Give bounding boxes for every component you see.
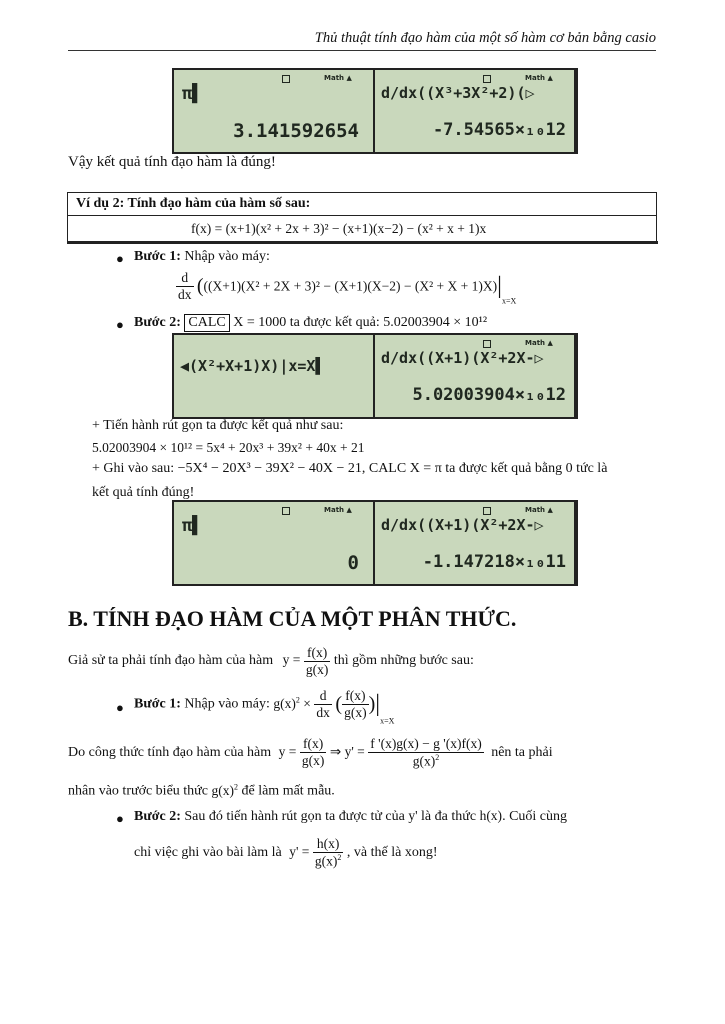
step-text: Nhập vào máy: — [184, 696, 270, 712]
shift-indicator-icon — [282, 507, 290, 515]
calculator-screens-3 — [172, 500, 578, 586]
step-text: . Cuối cùng — [502, 809, 568, 824]
derivative-operator: $\frac{d}{dx}$ — [316, 688, 330, 720]
quotient-rule-fraction: $\frac{f '(x)g(x) - g '(x)f(x)}{g(x)^2}$ — [370, 736, 482, 769]
formula-line: Do công thức tính đạo hàm của hàm y = $\frac{f(x)}{g(x)}$ ⇒ y' = $\frac{f '(x)g(x) - g '(x)f(x)}{g(x)^2}$ nên ta phải — [68, 736, 553, 769]
bullet-icon: ● — [116, 700, 124, 715]
calculator-input: π▌ — [182, 516, 203, 536]
calculator-screen-right — [375, 70, 574, 152]
formula-text-end: nên ta phải — [491, 744, 553, 760]
step-text: chỉ việc ghi vào bài làm là — [134, 844, 282, 860]
bullet-icon: ● — [116, 251, 124, 266]
step1-expression: $\frac{d}{dx}$ ($((X+1)(X^2 + 2X + 3)^2 - (X+1)(X-2) - (X^2 + X + 1)X)|_{x=X}$ — [178, 270, 517, 306]
sectionB-step2-cont: chỉ việc ghi vào bài làm là y' = $\frac{h(x)}{g(x)^2}$ , và thế là xong! — [134, 836, 438, 869]
verify-text: + Ghi vào sau: −5X⁴ − 20X³ − 39X² − 40X − 21, CALC X = π ta được kết quả bằng 0 tức là — [92, 461, 608, 476]
example-formula: f(x) = (x+1)(x² + 2x + 3)² − (x+1)(x−2) − (x² + x + 1)x — [191, 221, 487, 236]
simplify-result: 5.02003904 × 10¹² = 5x⁴ + 20x³ + 39x² + 40x + 21 — [92, 440, 365, 455]
fraction-h-over-g2: $\frac{h(x)}{g(x)^2}$ — [314, 836, 342, 869]
multiply-text-end: để làm mất mẫu. — [241, 783, 335, 799]
conclusion-text: Vậy kết quả tính đạo hàm là đúng! — [68, 154, 276, 170]
example-box — [67, 192, 657, 243]
math-indicator: Math ▲ — [525, 74, 553, 82]
bullet-icon: ● — [116, 811, 124, 826]
step2-line — [134, 314, 487, 332]
box-divider — [68, 215, 656, 216]
math-indicator: Math ▲ — [525, 339, 553, 347]
calculator-screen-left — [174, 70, 373, 152]
calculator-screen-right — [375, 502, 574, 584]
intro-text-end: thì gồm những bước sau: — [333, 653, 474, 668]
example-title: Ví dụ 2: Tính đạo hàm của hàm số sau: — [76, 196, 311, 211]
box-bottom-rule — [67, 241, 658, 244]
calc-key: CALC — [184, 314, 229, 332]
formula-text: Do công thức tính đạo hàm của hàm — [68, 744, 272, 760]
fraction-f-over-g: $\frac{f(x)}{g(x)}$ — [301, 736, 325, 769]
math-indicator: Math ▲ — [324, 74, 352, 82]
shift-indicator-icon — [483, 340, 491, 348]
shift-indicator-icon — [483, 75, 491, 83]
step1-expr: ((X+1)(X² + 2X + 3)² − (X+1)(X−2) − (X² + X + 1)X) — [203, 278, 498, 294]
step2-label: Bước 2: — [134, 315, 181, 330]
step1-label: Bước 1: — [134, 249, 181, 264]
page-header: Thủ thuật tính đạo hàm của một số hàm cơ bản bằng casio — [314, 30, 656, 46]
fraction-f-over-g: $\frac{f(x)}{g(x)}$ — [344, 688, 367, 720]
step-text: là đa thức — [421, 809, 477, 824]
calculator-result: -1.147218×₁₀11 — [422, 552, 566, 572]
intro-text: Giả sử ta phải tính đạo hàm của hàm — [68, 653, 274, 668]
step-label: Bước 1: — [134, 696, 181, 712]
fraction-f-over-g: $\frac{f(x)}{g(x)}$ — [305, 645, 329, 677]
simplify-intro: + Tiến hành rút gọn ta được kết quả như sau: — [92, 418, 344, 433]
section-intro: Giả sử ta phải tính đạo hàm của hàm y = $\frac{f(x)}{g(x)}$ thì gồm những bước sau: — [68, 645, 474, 677]
calculator-screens-2 — [172, 333, 578, 419]
calculator-input: d/dx((X+1)(X²+2X-▷ — [381, 516, 544, 534]
calculator-result: 5.02003904×₁₀12 — [412, 385, 566, 405]
calculator-screen-left — [174, 502, 373, 584]
eval-point: x=X — [501, 296, 517, 306]
sectionB-step1: Bước 1: Nhập vào máy: $g(x)^2$ × $\frac{d}{dx}$ ( $\frac{f(x)}{g(x)}$ )$|_{x=X}$ — [134, 688, 395, 726]
step2-text: X = 1000 ta được kết quả: — [233, 315, 380, 330]
calculator-input: d/dx((X+1)(X²+2X-▷ — [381, 349, 544, 367]
calculator-screen-right — [375, 335, 574, 417]
calculator-input: ◀(X²+X+1)X)|x=X▌ — [180, 357, 325, 375]
step-text: Sau đó tiến hành rút gọn ta được tử của — [184, 809, 405, 824]
calculator-input: d/dx((X³+3X²+2)(▷ — [381, 84, 535, 102]
step1-line — [134, 249, 270, 265]
step2-value: 5.02003904 × 10¹² — [383, 315, 488, 330]
step-text: , và thế là xong! — [346, 844, 438, 860]
sectionB-step2: Bước 2: Sau đó tiến hành rút gọn ta được tử của y' là đa thức h(x). Cuối cùng — [134, 808, 568, 824]
verify-conclusion: kết quả tính đúng! — [92, 485, 195, 500]
calculator-result: 3.141592654 — [233, 120, 359, 142]
section-title: B. TÍNH ĐẠO HÀM CỦA MỘT PHÂN THỨC. — [68, 606, 517, 631]
header-rule — [68, 50, 656, 51]
step-label: Bước 2: — [134, 809, 181, 824]
calculator-input: π▌ — [182, 84, 203, 104]
bullet-icon: ● — [116, 317, 124, 332]
math-indicator: Math ▲ — [324, 506, 352, 514]
calculator-screens-1 — [172, 68, 578, 154]
calculator-result: 0 — [347, 552, 359, 574]
shift-indicator-icon — [483, 507, 491, 515]
multiply-text: nhân vào trước biểu thức — [68, 783, 208, 799]
derivative-operator: $\frac{d}{dx}$ — [178, 270, 192, 302]
shift-indicator-icon — [282, 75, 290, 83]
multiply-line: nhân vào trước biểu thức $g(x)^2$ để làm mất mẫu. — [68, 782, 335, 799]
math-indicator: Math ▲ — [525, 506, 553, 514]
calculator-screen-left — [174, 335, 373, 417]
step1-text: Nhập vào máy: — [184, 249, 270, 264]
calculator-result: -7.54565×₁₀12 — [432, 120, 566, 140]
